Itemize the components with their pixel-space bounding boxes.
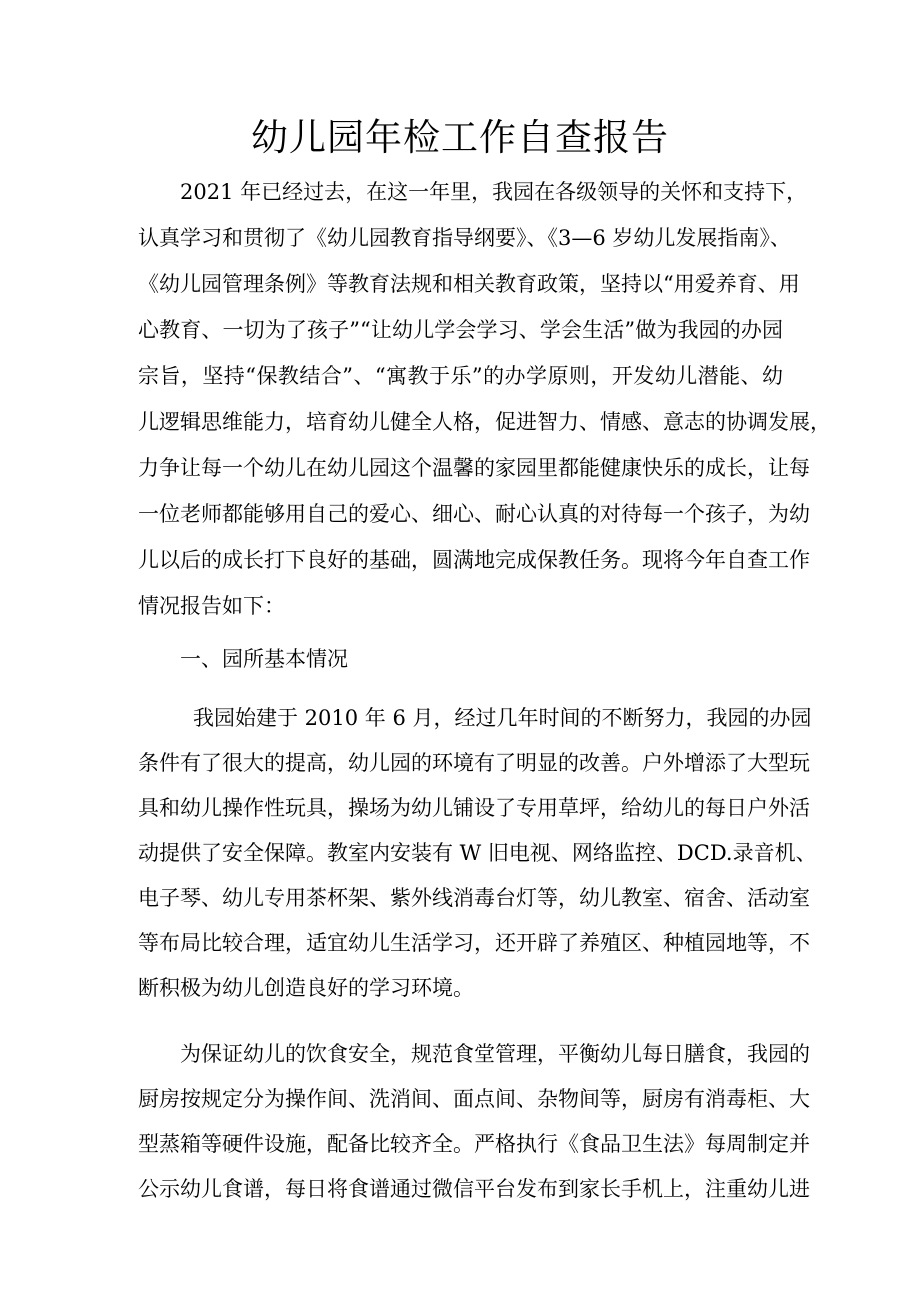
paragraph-line: 力争让每一个幼儿在幼儿园这个温馨的家园里都能健康快乐的成长，让每 <box>138 456 810 480</box>
document-title: 幼儿园年检工作自查报告 <box>251 116 669 159</box>
paragraph-line: 认真学习和贯彻了《幼儿园教育指导纲要》、《3—6 岁幼儿发展指南》、 <box>138 226 791 250</box>
paragraph-line: 2021 年已经过去，在这一年里，我园在各级领导的关怀和支持下， <box>180 180 808 204</box>
paragraph-line: 宗旨，坚持“保教结合”、“寓教于乐”的办学原则，开发幼儿潜能、幼 <box>138 364 783 388</box>
paragraph-line: 公示幼儿食谱，每日将食谱通过微信平台发布到家长手机上，注重幼儿进 <box>138 1177 810 1201</box>
paragraph-line: 《幼儿园管理条例》等教育法规和相关教育政策，坚持以“用爱养育、用 <box>138 272 800 296</box>
section-heading: 一、园所基本情况 <box>180 647 348 671</box>
paragraph-line: 电子琴、幼儿专用茶杯架、紫外线消毒台灯等，幼儿教室、宿舍、活动室 <box>138 886 810 910</box>
paragraph-line: 动提供了安全保障。教室内安装有 W 旧电视、网络监控、DCD.录音机、 <box>138 841 817 865</box>
paragraph-line: 厨房按规定分为操作间、洗消间、面点间、杂物间等，厨房有消毒柜、大 <box>138 1087 810 1111</box>
paragraph-line: 儿以后的成长打下良好的基础，圆满地完成保教任务。现将今年自查工作 <box>138 548 810 572</box>
paragraph-line: 为保证幼儿的饮食安全，规范食堂管理，平衡幼儿每日膳食，我园的 <box>180 1042 810 1066</box>
paragraph-line: 情况报告如下： <box>138 594 285 618</box>
paragraph-line: 条件有了很大的提高，幼儿园的环境有了明显的改善。户外增添了大型玩 <box>138 751 810 775</box>
paragraph-line: 具和幼儿操作性玩具，操场为幼儿铺设了专用草坪，给幼儿的每日户外活 <box>138 796 810 820</box>
paragraph-line: 一位老师都能够用自己的爱心、细心、耐心认真的对待每一个孩子，为幼 <box>138 502 810 526</box>
paragraph-line: 心教育、一切为了孩子”“让幼儿学会学习、学会生活”做为我园的办园 <box>138 318 783 342</box>
paragraph-line: 儿逻辑思维能力，培育幼儿健全人格，促进智力、情感、意志的协调发展， <box>138 410 831 434</box>
paragraph-line: 断积极为幼儿创造良好的学习环境。 <box>138 976 474 1000</box>
paragraph-line: 等布局比较合理，适宜幼儿生活学习，还开辟了养殖区、种植园地等，不 <box>138 931 810 955</box>
paragraph-line: 型蒸箱等硬件设施，配备比较齐全。严格执行《食品卫生法》每周制定并 <box>138 1132 810 1156</box>
paragraph-line: 我园始建于 2010 年 6 月，经过几年时间的不断努力，我园的办园 <box>193 706 812 730</box>
